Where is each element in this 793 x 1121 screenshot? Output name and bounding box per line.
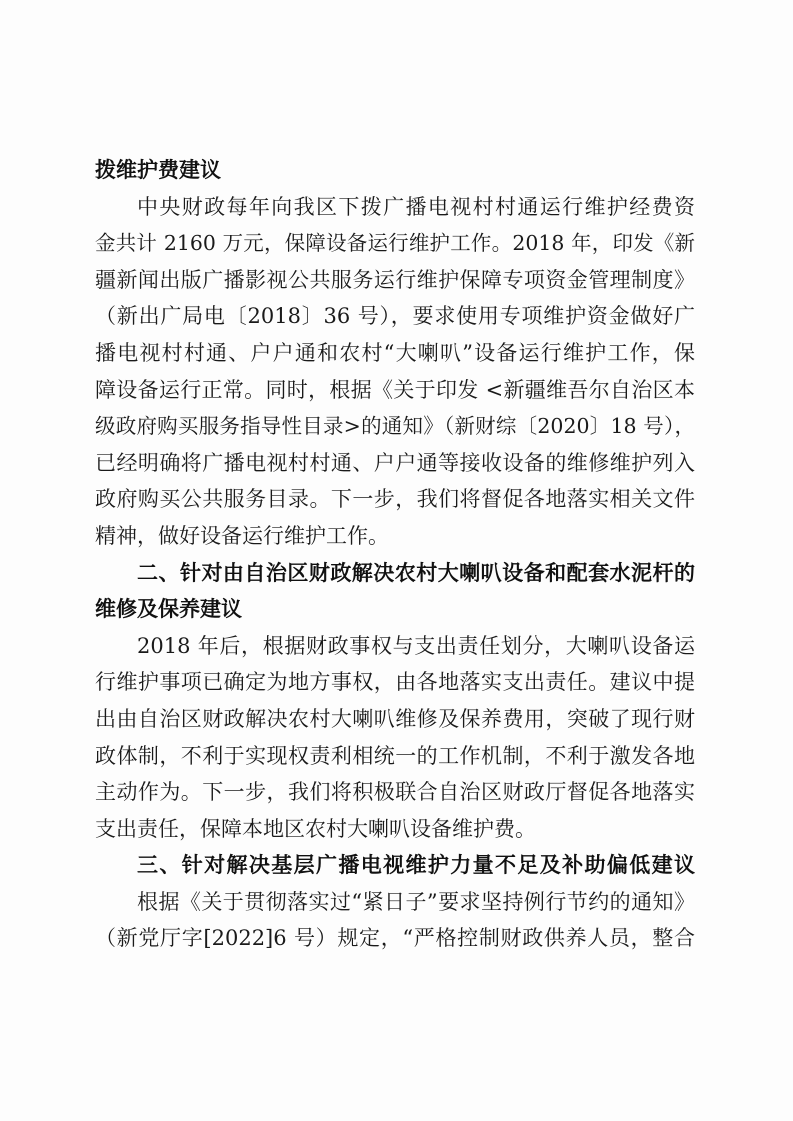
text-line: 中央财政每年向我区下拨广播电视村村通运行维护经费资	[137, 194, 695, 219]
text-line: 政体制，不利于实现权责利相统一的工作机制，不利于激发各地	[95, 743, 695, 768]
text-line: 二、针对由自治区财政解决农村大喇叭设备和配套水泥杆的	[137, 560, 695, 585]
heading-section-three	[95, 847, 695, 884]
text-line: 2018 年后，根据财政事权与支出责任划分，大喇叭设备运	[137, 633, 695, 658]
document-body	[95, 152, 695, 957]
text-line: 出由自治区财政解决农村大喇叭维修及保养费用，突破了现行财	[95, 706, 695, 731]
text-line: 根据《关于贯彻落实过“紧日子”要求坚持例行节约的通知》	[137, 889, 695, 914]
text-line: 精神，做好设备运行维护工作。	[95, 523, 389, 548]
text-line: 级政府购买服务指导性目录>的通知》（新财综〔2020〕18 号），	[95, 414, 695, 439]
text-line: 疆新闻出版广播影视公共服务运行维护保障专项资金管理制度》	[95, 267, 695, 292]
text-line: 播电视村村通、户户通和农村“大喇叭”设备运行维护工作，保	[95, 340, 695, 365]
text-line: （新出广局电〔2018〕36 号），要求使用专项维护资金做好广	[95, 304, 695, 329]
paragraph-central-funding	[95, 189, 695, 555]
heading-continuation	[95, 152, 695, 189]
text-line: 三、针对解决基层广播电视维护力量不足及补助偏低建议	[137, 853, 695, 878]
text-line: 政府购买公共服务目录。下一步，我们将督促各地落实相关文件	[95, 487, 695, 512]
text-line: 金共计 2160 万元，保障设备运行维护工作。2018 年，印发《新	[95, 231, 695, 256]
text-line: 障设备运行正常。同时，根据《关于印发 <新疆维吾尔自治区本	[95, 377, 695, 402]
text-line: 拨维护费建议	[95, 158, 221, 182]
text-line: 已经明确将广播电视村村通、户户通等接收设备的维修维护列入	[95, 450, 695, 475]
paragraph-staffing	[95, 884, 695, 957]
text-line: 主动作为。下一步，我们将积极联合自治区财政厅督促各地落实	[95, 780, 695, 805]
text-line: 维修及保养建议	[95, 597, 242, 622]
text-line: （新党厅字[2022]6 号）规定，“严格控制财政供养人员，整合	[95, 926, 695, 951]
text-line: 行维护事项已确定为地方事权，由各地落实支出责任。建议中提	[95, 670, 695, 695]
heading-section-two	[95, 555, 695, 628]
paragraph-fiscal-authority	[95, 628, 695, 848]
text-line: 支出责任，保障本地区农村大喇叭设备维护费。	[95, 816, 536, 841]
